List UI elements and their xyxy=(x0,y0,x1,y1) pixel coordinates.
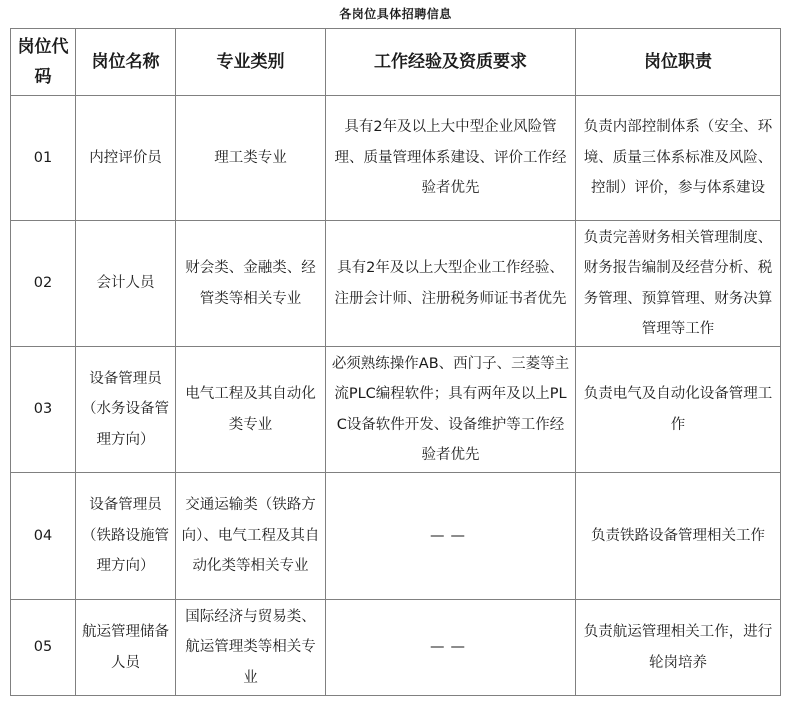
position-major: 电气工程及其自动化类专业 xyxy=(176,347,326,473)
header-duties: 岗位职责 xyxy=(576,29,781,96)
position-duties: 负责完善财务相关管理制度、财务报告编制及经营分析、税务管理、预算管理、财务决算管理等工作 xyxy=(576,221,781,347)
table-header-row xyxy=(11,29,781,96)
position-code: 03 xyxy=(11,347,76,473)
position-code: 02 xyxy=(11,221,76,347)
position-name: 会计人员 xyxy=(76,221,176,347)
header-major: 专业类别 xyxy=(176,29,326,96)
position-duties: 负责航运管理相关工作，进行轮岗培养 xyxy=(576,600,781,696)
header-requirements: 工作经验及资质要求 xyxy=(326,29,576,96)
position-code: 01 xyxy=(11,96,76,221)
position-name: 内控评价员 xyxy=(76,96,176,221)
table-row xyxy=(11,221,781,347)
position-duties: 负责内部控制体系（安全、环境、质量三体系标准及风险、控制）评价，参与体系建设 xyxy=(576,96,781,221)
header-code: 岗位代码 xyxy=(11,29,76,96)
position-duties: 负责铁路设备管理相关工作 xyxy=(576,473,781,600)
header-name: 岗位名称 xyxy=(76,29,176,96)
position-duties: 负责电气及自动化设备管理工作 xyxy=(576,347,781,473)
table-row xyxy=(11,96,781,221)
position-name: 设备管理员（水务设备管理方向） xyxy=(76,347,176,473)
position-name: 设备管理员（铁路设施管理方向） xyxy=(76,473,176,600)
position-requirements: 具有2年及以上大中型企业风险管理、质量管理体系建设、评价工作经验者优先 xyxy=(326,96,576,221)
table-caption: 各岗位具体招聘信息 xyxy=(339,7,452,21)
position-code: 05 xyxy=(11,600,76,696)
table-row xyxy=(11,600,781,696)
position-name: 航运管理储备人员 xyxy=(76,600,176,696)
position-requirements: —— xyxy=(326,600,576,696)
position-major: 国际经济与贸易类、航运管理类等相关专业 xyxy=(176,600,326,696)
position-requirements: 具有2年及以上大型企业工作经验、注册会计师、注册税务师证书者优先 xyxy=(326,221,576,347)
position-major: 理工类专业 xyxy=(176,96,326,221)
position-code: 04 xyxy=(11,473,76,600)
recruitment-table xyxy=(10,28,781,696)
table-row xyxy=(11,347,781,473)
table-row xyxy=(11,473,781,600)
position-major: 交通运输类（铁路方向）、电气工程及其自动化类等相关专业 xyxy=(176,473,326,600)
position-requirements: —— xyxy=(326,473,576,600)
position-major: 财会类、金融类、经管类等相关专业 xyxy=(176,221,326,347)
position-requirements: 必须熟练操作AB、西门子、三菱等主流PLC编程软件；具有两年及以上PLC设备软件开发、设备维护等工作经验者优先 xyxy=(326,347,576,473)
